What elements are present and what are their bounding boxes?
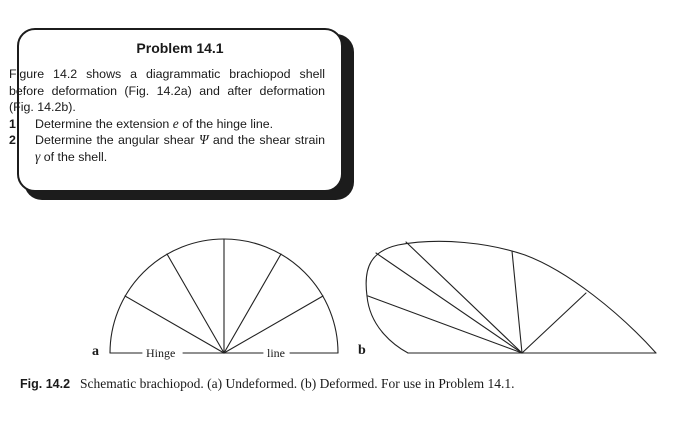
deformed-rib-2 <box>376 253 522 353</box>
task-2-post: of the shell. <box>40 149 108 164</box>
task-1-post: of the hinge line. <box>178 116 274 131</box>
undeformed-rib-1 <box>125 296 224 353</box>
caption-text: Schematic brachiopod. (a) Undeformed. (b) Deformed. For use in Problem 14.1. <box>80 376 515 391</box>
undeformed-rib-4 <box>224 254 281 353</box>
problem-title: Problem 14.1 <box>136 40 224 56</box>
deformed-rib-1 <box>368 296 522 353</box>
shear-strain-symbol: γ <box>35 148 41 164</box>
deformed-rib-3 <box>406 242 522 353</box>
line-label: line <box>267 346 285 360</box>
task-1-pre: Determine the extension <box>35 116 173 131</box>
undeformed-rib-2 <box>167 254 224 353</box>
task-2-mid: and the shear strain <box>208 133 326 148</box>
undeformed-rib-5 <box>224 296 323 353</box>
hinge-label: Hinge <box>146 346 176 360</box>
deformed-shell-outline <box>366 241 656 353</box>
caption-label: Fig. 14.2 <box>20 377 71 391</box>
task-2-number: 2 <box>9 133 16 148</box>
angular-shear-symbol: Ψ <box>199 132 209 148</box>
panel-a-label: a <box>92 344 99 359</box>
problem-intro: Figure 14.2 shows a diagrammatic brachiopod shell before deformation (Fig. 14.2a) and after deformation (Fig. 14.2b). <box>9 67 325 115</box>
task-2-pre: Determine the angular shear <box>35 133 200 148</box>
deformed-rib-4 <box>512 251 522 353</box>
task-1-number: 1 <box>9 116 16 131</box>
deformed-rib-5 <box>522 293 586 353</box>
figure-caption <box>20 376 515 392</box>
extension-symbol: e <box>172 115 179 131</box>
panel-b-label: b <box>358 343 366 358</box>
